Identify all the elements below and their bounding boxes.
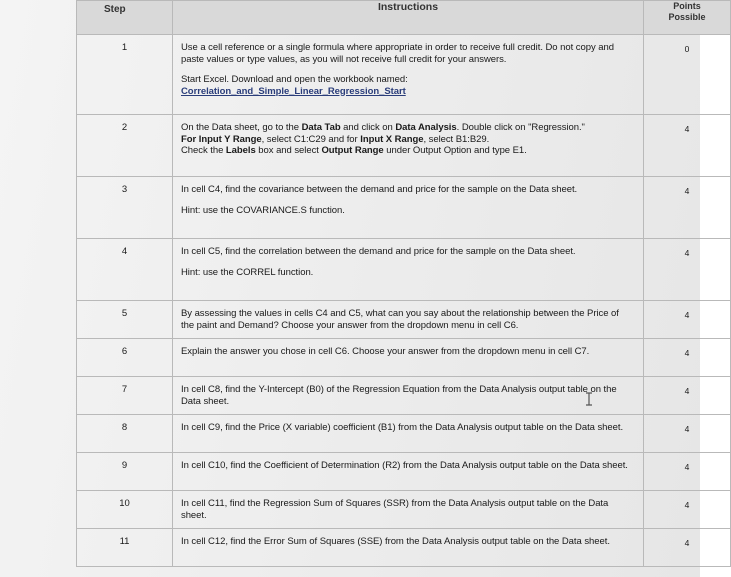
instruction-text: [181, 74, 633, 97]
instruction-cell: [173, 377, 644, 415]
points-value: 4: [644, 453, 731, 491]
text-segment: Check the: [181, 145, 226, 156]
instructions-column-header: Instructions: [173, 1, 644, 35]
instruction-cell: [173, 177, 644, 239]
text-segment: under Output Option and type E1.: [383, 145, 527, 156]
instruction-text: In cell C8, find the Y-Intercept (B0) of the Regression Equation from the Data Analysis output table on the Data sheet.: [181, 384, 617, 407]
bold-term: Data Analysis: [395, 122, 457, 133]
instruction-text: In cell C9, find the Price (X variable) coefficient (B1) from the Data Analysis output table on the Data sheet.: [181, 422, 624, 433]
instruction-cell: [173, 529, 644, 567]
points-value: 4: [644, 239, 731, 301]
bold-term: Data Tab: [301, 122, 341, 133]
table-row: [77, 115, 731, 177]
instruction-cell: [173, 115, 644, 177]
text-segment: , select C1:C29 and for: [261, 133, 361, 145]
table-row: [77, 301, 731, 339]
instruction-text: By assessing the values in cells C4 and C5, what can you say about the relationship between the Price of the paint and Demand? Choose your answer from the dropdown menu in cell C6.: [181, 308, 619, 331]
step-number: 3: [77, 177, 173, 239]
hint-text: Hint: use the CORREL function.: [181, 266, 314, 278]
points-value: 4: [644, 415, 731, 453]
points-header-line1: Points: [673, 1, 701, 11]
points-value: 4: [644, 177, 731, 239]
step-number: 10: [77, 491, 173, 529]
table-row: [77, 529, 731, 567]
step-number: 2: [77, 115, 173, 177]
table-row: [77, 339, 731, 377]
instruction-text: In cell C12, find the Error Sum of Squares (SSE) from the Data Analysis output table on the Data sheet.: [181, 536, 610, 547]
text-segment: , select B1:B29.: [423, 133, 490, 145]
text-segment: box and select: [255, 145, 322, 156]
points-value: 0: [644, 35, 731, 115]
table-row: [77, 415, 731, 453]
table-header-row: [77, 1, 731, 35]
points-value: 4: [644, 377, 731, 415]
start-instruction: Start Excel. Download and open the workbook named:: [181, 74, 408, 85]
instruction-cell: [173, 35, 644, 115]
bold-term: For Input Y Range: [181, 133, 262, 145]
instruction-cell: [173, 491, 644, 529]
step-number: 9: [77, 453, 173, 491]
instruction-cell: [173, 339, 644, 377]
text-cursor-icon: [584, 392, 594, 406]
instructions-table: [76, 0, 731, 567]
instruction-text: In cell C4, find the covariance between the demand and price for the sample on the Data sheet.: [181, 184, 578, 195]
instruction-text: In cell C10, find the Coefficient of Determination (R2) from the Data Analysis output table on the Data sheet.: [181, 460, 628, 471]
step-column-header: Step: [77, 1, 173, 35]
instruction-text: Use a cell reference or a single formula where appropriate in order to receive full credit. Do not copy and paste values or type values, as you will not receive full credit for your answers.: [181, 42, 614, 65]
instruction-cell: [173, 415, 644, 453]
instruction-text: [181, 122, 633, 157]
step-number: 5: [77, 301, 173, 339]
step-number: 4: [77, 239, 173, 301]
text-segment: On the Data sheet, go to the: [181, 122, 302, 133]
bold-term: Output Range: [321, 145, 384, 156]
hint-text: Hint: use the COVARIANCE.S function.: [181, 204, 345, 216]
points-value: 4: [644, 301, 731, 339]
table-row: [77, 377, 731, 415]
table-row: [77, 491, 731, 529]
bold-term: Input X Range: [360, 133, 424, 145]
step-number: 8: [77, 415, 173, 453]
table-row: [77, 453, 731, 491]
step-number: 7: [77, 377, 173, 415]
workbook-file-link[interactable]: Correlation_and_Simple_Linear_Regression_Start: [181, 85, 406, 97]
instruction-cell: [173, 453, 644, 491]
instruction-text: In cell C5, find the correlation between the demand and price for the sample on the Data sheet.: [181, 246, 576, 257]
instruction-cell: [173, 301, 644, 339]
points-column-header: [644, 1, 731, 35]
instruction-text: Explain the answer you chose in cell C6. Choose your answer from the dropdown menu in cell C7.: [181, 346, 590, 357]
points-value: 4: [644, 491, 731, 529]
step-number: 6: [77, 339, 173, 377]
table-row: [77, 239, 731, 301]
table-row: [77, 177, 731, 239]
instruction-cell: [173, 239, 644, 301]
text-segment: and click on: [340, 122, 396, 133]
table-row: [77, 35, 731, 115]
text-segment: . Double click on "Regression.": [456, 122, 585, 133]
step-number: 11: [77, 529, 173, 567]
step-number: 1: [77, 35, 173, 115]
instruction-text: In cell C11, find the Regression Sum of Squares (SSR) from the Data Analysis output table on the Data sheet.: [181, 498, 609, 521]
points-header-line2: Possible: [668, 12, 706, 22]
points-value: 4: [644, 115, 731, 177]
bold-term: Labels: [225, 145, 256, 156]
points-value: 4: [644, 529, 731, 567]
points-value: 4: [644, 339, 731, 377]
